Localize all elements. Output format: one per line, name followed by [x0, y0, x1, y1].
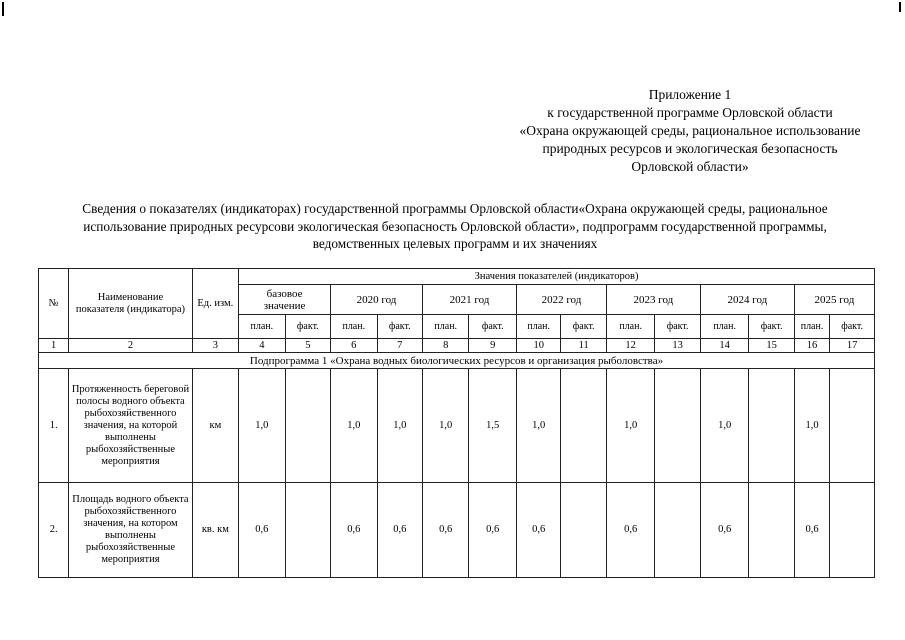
column-number: 12 [606, 339, 655, 353]
row-value: 1,0 [239, 369, 285, 483]
document-title [40, 200, 870, 253]
header-fact: факт. [655, 315, 700, 339]
row-value [830, 483, 875, 578]
row-value: 1,0 [794, 369, 829, 483]
header-plan: план. [700, 315, 749, 339]
subprogram-title: Подпрограмма 1 «Охрана водных биологических ресурсов и организация рыболовства» [39, 353, 875, 369]
title-line: ведомственных целевых программ и их значениях [312, 236, 598, 251]
column-numbers-row [39, 339, 875, 353]
header-unit: Ед. изм. [192, 269, 238, 339]
row-indicator-name: Площадь водного объекта рыбохозяйственного значения, на котором выполнены рыбохозяйственные мероприятия [69, 483, 192, 578]
title-line: использование природных ресурсови экологическая безопасность Орловской области», подпрограмм государственной программы, [83, 218, 827, 234]
header-period-2021: 2021 год [423, 285, 517, 315]
header-fact: факт. [285, 315, 330, 339]
appendix-line: природных ресурсов и экологическая безопасность [542, 141, 838, 156]
header-fact: факт. [561, 315, 606, 339]
row-unit: кв. км [192, 483, 238, 578]
header-plan: план. [331, 315, 377, 339]
column-number: 4 [239, 339, 285, 353]
header-period-2020: 2020 год [331, 285, 423, 315]
header-fact: факт. [377, 315, 422, 339]
row-value: 0,6 [469, 483, 517, 578]
header-plan: план. [239, 315, 285, 339]
row-num: 1. [39, 369, 69, 483]
header-period-2023: 2023 год [606, 285, 700, 315]
column-number: 1 [39, 339, 69, 353]
header-plan: план. [794, 315, 829, 339]
row-value: 0,6 [700, 483, 749, 578]
table-row [39, 483, 875, 578]
row-value: 1,0 [516, 369, 560, 483]
row-num: 2. [39, 483, 69, 578]
header-fact: факт. [749, 315, 794, 339]
column-number: 15 [749, 339, 794, 353]
row-value: 1,5 [469, 369, 517, 483]
row-value: 0,6 [606, 483, 655, 578]
appendix-line: к государственной программе Орловской области [547, 105, 833, 120]
header-name: Наименование показателя (индикатора) [69, 269, 192, 339]
appendix-header [480, 86, 900, 176]
column-number: 11 [561, 339, 606, 353]
header-period-2024: 2024 год [700, 285, 794, 315]
header-num: № [39, 269, 69, 339]
scan-edge-mark-right [899, 2, 901, 12]
header-plan: план. [423, 315, 469, 339]
row-value [655, 369, 700, 483]
header-plan: план. [606, 315, 655, 339]
column-number: 9 [469, 339, 517, 353]
row-value [561, 483, 606, 578]
column-number: 2 [69, 339, 192, 353]
header-fact: факт. [469, 315, 517, 339]
row-value [655, 483, 700, 578]
header-fact: факт. [830, 315, 875, 339]
row-unit: км [192, 369, 238, 483]
row-value: 1,0 [377, 369, 422, 483]
row-value: 1,0 [331, 369, 377, 483]
row-value: 0,6 [794, 483, 829, 578]
column-number: 10 [516, 339, 560, 353]
scan-edge-mark-left [2, 2, 4, 16]
row-value: 0,6 [423, 483, 469, 578]
row-value: 0,6 [516, 483, 560, 578]
row-value: 0,6 [331, 483, 377, 578]
row-value [285, 483, 330, 578]
appendix-line: Приложение 1 [648, 87, 732, 102]
indicators-table [38, 268, 875, 578]
row-value: 1,0 [423, 369, 469, 483]
appendix-line: Орловской области» [631, 159, 749, 174]
table-row [39, 369, 875, 483]
header-values-group: Значения показателей (индикаторов) [239, 269, 875, 285]
column-number: 3 [192, 339, 238, 353]
header-period-2022: 2022 год [516, 285, 606, 315]
column-number: 14 [700, 339, 749, 353]
row-indicator-name: Протяженность береговой полосы водного объекта рыбохозяйственного значения, на которой выполнены рыбохозяйственные мероприятия [69, 369, 192, 483]
row-value: 0,6 [377, 483, 422, 578]
row-value: 1,0 [606, 369, 655, 483]
row-value [749, 369, 794, 483]
header-plan: план. [516, 315, 560, 339]
column-number: 17 [830, 339, 875, 353]
row-value [749, 483, 794, 578]
column-number: 6 [331, 339, 377, 353]
header-period-base: базовое значение [239, 285, 331, 315]
column-number: 8 [423, 339, 469, 353]
row-value [285, 369, 330, 483]
appendix-line: «Охрана окружающей среды, рациональное использование [519, 123, 861, 138]
header-period-2025: 2025 год [794, 285, 874, 315]
row-value [830, 369, 875, 483]
row-value [561, 369, 606, 483]
column-number: 16 [794, 339, 829, 353]
title-line: Сведения о показателях (индикаторах) государственной программы Орловской области«Охрана окружающей среды, рациональное [82, 201, 828, 216]
column-number: 13 [655, 339, 700, 353]
row-value: 0,6 [239, 483, 285, 578]
column-number: 7 [377, 339, 422, 353]
row-value: 1,0 [700, 369, 749, 483]
column-number: 5 [285, 339, 330, 353]
